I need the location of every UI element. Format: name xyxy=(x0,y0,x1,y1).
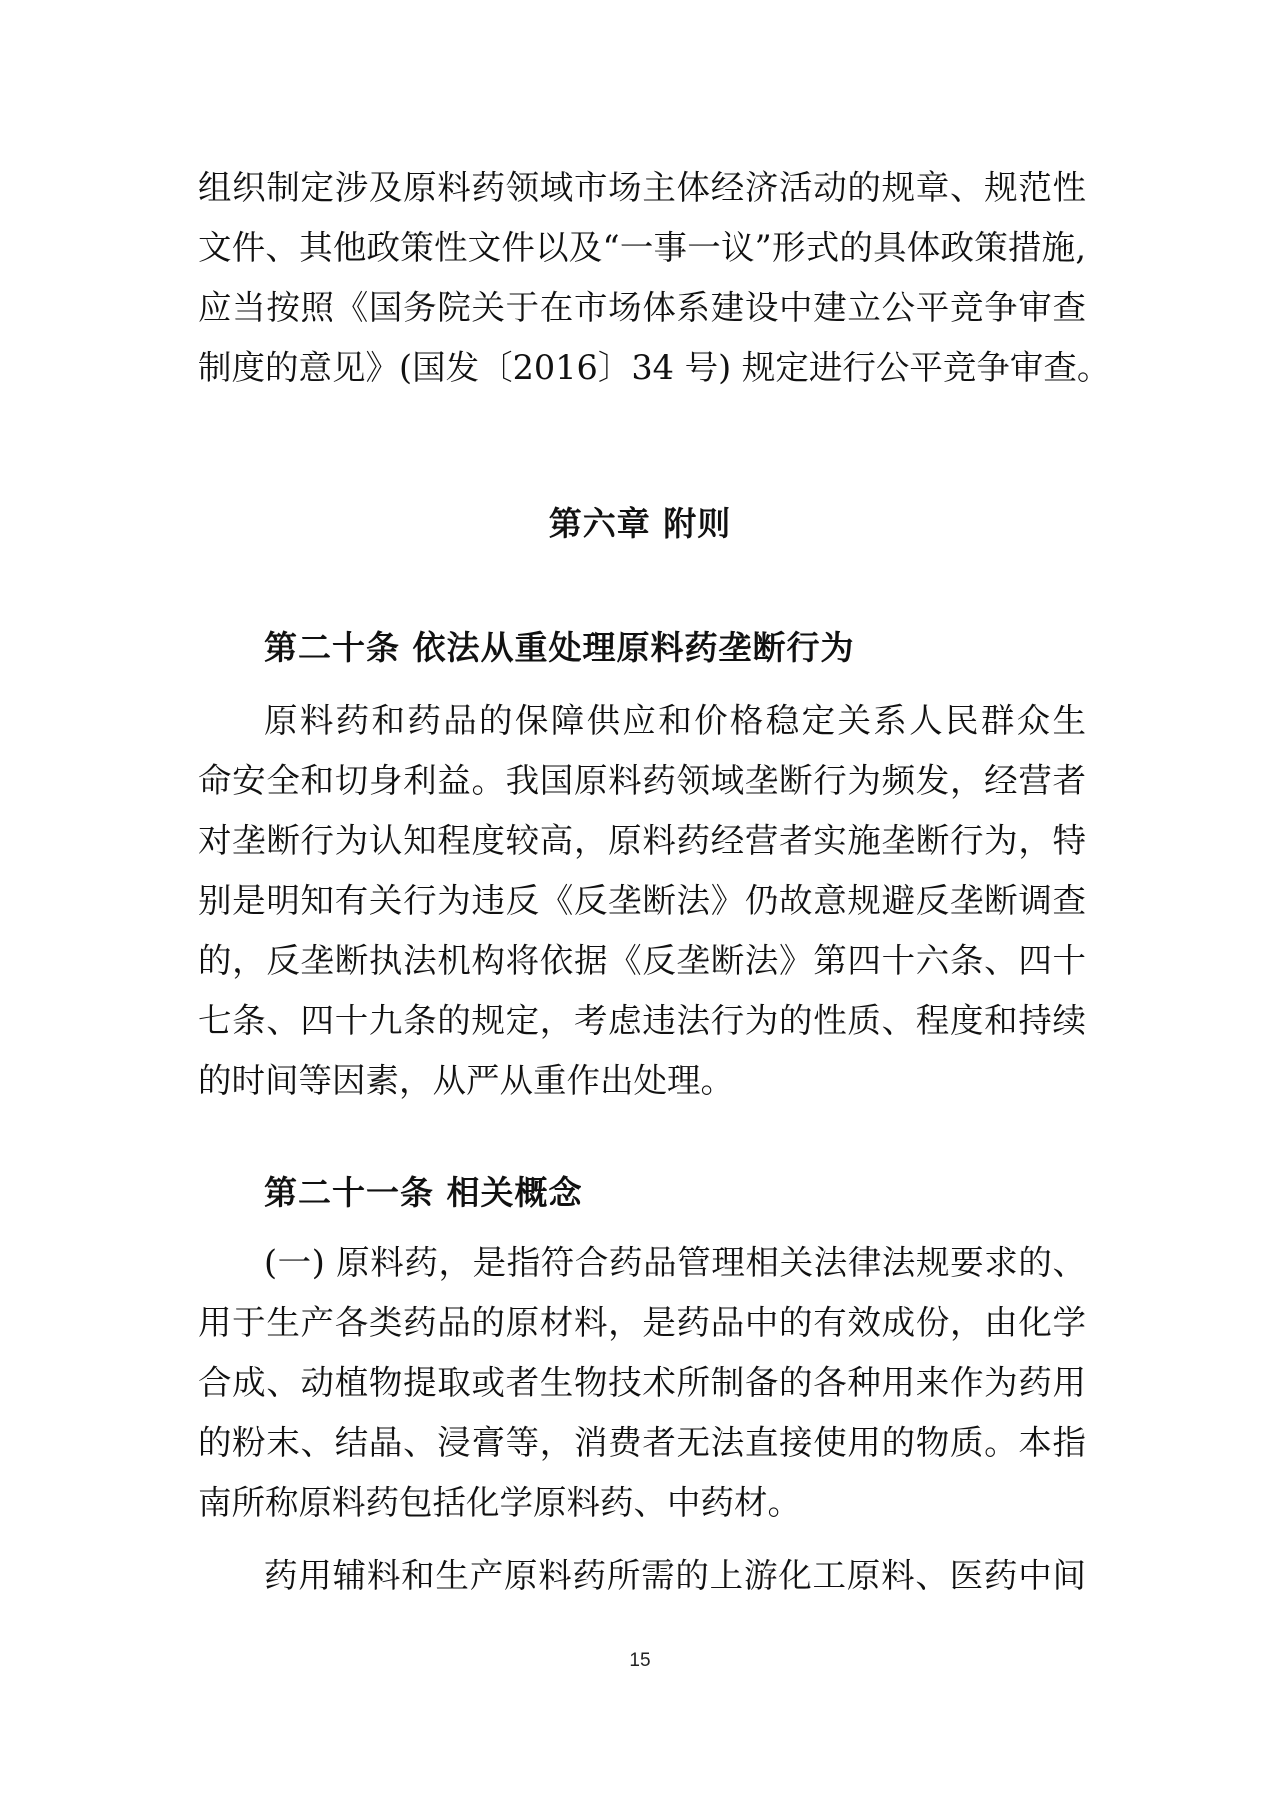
paragraph-line: 的粉末、结晶、浸膏等，消费者无法直接使用的物质。本指 xyxy=(198,1423,1086,1462)
paragraph-line: 文件、其他政策性文件以及“一事一议”形式的具体政策措施, xyxy=(198,228,1086,267)
paragraph-line: 对垄断行为认知程度较高，原料药经营者实施垄断行为，特 xyxy=(198,821,1086,860)
paragraph-line: 制度的意见》(国发〔2016〕34 号) 规定进行公平竞争审查。 xyxy=(198,348,1111,387)
paragraph-line: 用于生产各类药品的原材料，是药品中的有效成份，由化学 xyxy=(198,1303,1086,1342)
paragraph-line: 应当按照《国务院关于在市场体系建设中建立公平竞争审查 xyxy=(198,288,1086,327)
paragraph-line: 别是明知有关行为违反《反垄断法》仍故意规避反垄断调查 xyxy=(198,881,1086,920)
page-number: 15 xyxy=(629,1650,651,1671)
article-21-title: 第二十一条 相关概念 xyxy=(264,1173,583,1212)
chapter-title: 第六章 附则 xyxy=(548,504,732,543)
paragraph-line: 组织制定涉及原料药领域市场主体经济活动的规章、规范性 xyxy=(198,168,1086,207)
paragraph-line: 南所称原料药包括化学原料药、中药材。 xyxy=(198,1483,801,1522)
paragraph-line: 原料药和药品的保障供应和价格稳定关系人民群众生 xyxy=(264,701,1086,740)
paragraph-line: 七条、四十九条的规定，考虑违法行为的性质、程度和持续 xyxy=(198,1001,1086,1040)
paragraph-line: 的时间等因素，从严从重作出处理。 xyxy=(198,1061,734,1100)
paragraph-line: 合成、动植物提取或者生物技术所制备的各种用来作为药用 xyxy=(198,1363,1086,1402)
paragraph-line: 药用辅料和生产原料药所需的上游化工原料、医药中间 xyxy=(264,1556,1086,1595)
paragraph-line: (一) 原料药，是指符合药品管理相关法律法规要求的、 xyxy=(264,1243,1086,1282)
paragraph-line: 的，反垄断执法机构将依据《反垄断法》第四十六条、四十 xyxy=(198,941,1086,980)
article-20-title: 第二十条 依法从重处理原料药垄断行为 xyxy=(264,628,855,667)
paragraph-line: 命安全和切身利益。我国原料药领域垄断行为频发，经营者 xyxy=(198,761,1086,800)
